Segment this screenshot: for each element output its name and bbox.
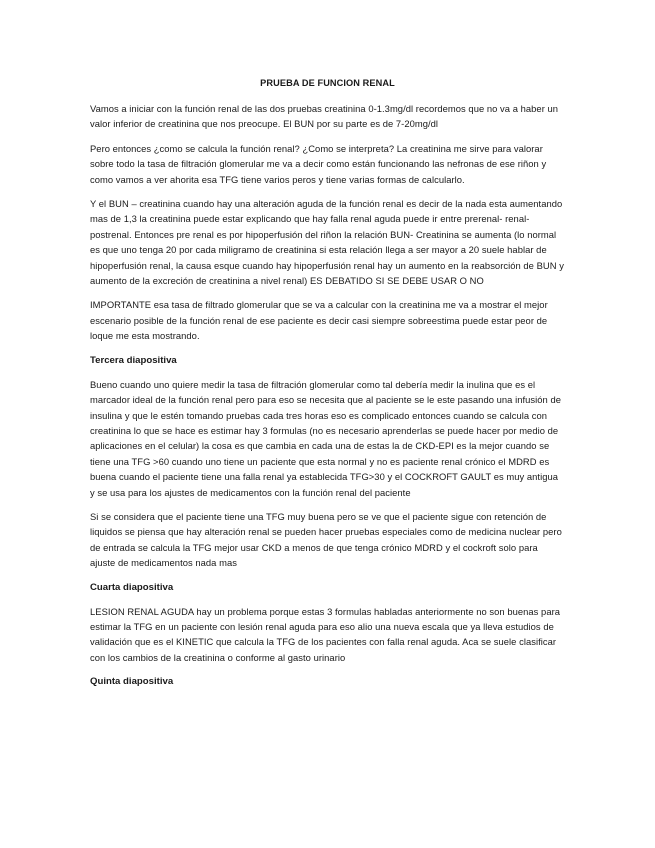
paragraph-creatinina-intro: Vamos a iniciar con la función renal de las dos pruebas creatinina 0-1.3mg/dl recordemos que no va a haber un valor inferior de creatinina que nos preocupe. El BUN por su parte es de 7-20mg/dl <box>90 103 559 130</box>
heading-quinta-diapositiva: Quinta diapositiva <box>90 676 174 688</box>
paragraph-lesion-renal-aguda: LESION RENAL AGUDA hay un problema porque estas 3 formulas habladas anteriormente no son buenas para estimar la TFG en un paciente con lesión renal aguda para eso alio una nueva escala que ya lleva estudios de validación que es el KINETIC que calcula la TFG de los pacientes con falla renal aguda. Aca se suele clasificar con los cambios de la creatinina o conforme al gasto urinario <box>90 605 561 663</box>
paragraph-bun-creatinina: Y el BUN – creatinina cuando hay una alteración aguda de la función renal es decir de la nada esta aumentando mas de 1,3 la creatinina puede estar explicando que hay falla renal aguda puede ir entre prerenal- renal- postrenal. Entonces pre renal es por hipoperfusión del riñon la relación BUN- Creatinina se aumenta (lo normal es que uno tenga 20 por cada miligramo de creatinina si esta relación llega a ser mayor a 20 suele hablar de hipoperfusión renal, la causa esque cuando hay hipoperfusión renal hay un aumento en la reabsorción de BUN y aumento de la excreción de creatinina a nivel renal) ES DEBATIDO SI SE DEBE USAR O NO <box>90 198 564 287</box>
paragraph-importante-tfg: IMPORTANTE esa tasa de filtrado glomerular que se va a calcular con la creatinina me va a mostrar el mejor escenario posible de la función renal de ese paciente es decir casi siempre sobreestima puede estar peor de loque me esta mostrando. <box>90 299 548 342</box>
paragraph-inulina-formulas: Bueno cuando uno quiere medir la tasa de filtración glomerular como tal debería medir la inulina que es el marcador ideal de la función renal pero para eso se necesita que al paciente se le este pasando una infusión de insulina y que le estén tomando pruebas cada tres horas eso es complicado entonces cuando se calcula con creatinina lo que se hace es estimar hay 3 formulas (no es necesario aprenderlas se puede hacer por medio de aplicaciones en el celular) la cosa es que cambia en cada una de estas la de CKD-EPI es la mejor cuando se tiene una TFG >60 cuando uno tiene un paciente que esta normal y no es paciente renal crónico el MDRD es buena cuando el paciente tiene una falla renal ya establecida TFG>30 y el COCKROFT GAULT es muy antigua y se usa para los ajustes de medicamentos con la función renal del paciente <box>90 378 561 498</box>
paragraph-calculo-funcion-renal: Pero entonces ¿como se calcula la función renal? ¿Como se interpreta? La creatinina me sirve para valorar sobre todo la tasa de filtración glomerular me va a decir como están funcionando las nefronas de ese riñon y como vamos a ver ahorita esa TFG tiene varios peros y tiene varias formas de calcularlo. <box>90 142 547 185</box>
paragraph-retencion-liquidos: Si se considera que el paciente tiene una TFG muy buena pero se ve que el paciente sigue con retención de liquidos se piensa que hay alteración renal se pueden hacer pruebas especiales como de medicina nuclear pero de entrada se calcula la TFG mejor usar CKD a menos de que tenga crónico MDRD y el cockroft solo para ajuste de medicamentos nada mas <box>90 510 562 569</box>
heading-tercera-diapositiva: Tercera diapositiva <box>90 354 177 366</box>
document-body <box>90 76 565 698</box>
heading-cuarta-diapositiva: Cuarta diapositiva <box>90 581 174 593</box>
document-title: PRUEBA DE FUNCION RENAL <box>260 78 395 88</box>
